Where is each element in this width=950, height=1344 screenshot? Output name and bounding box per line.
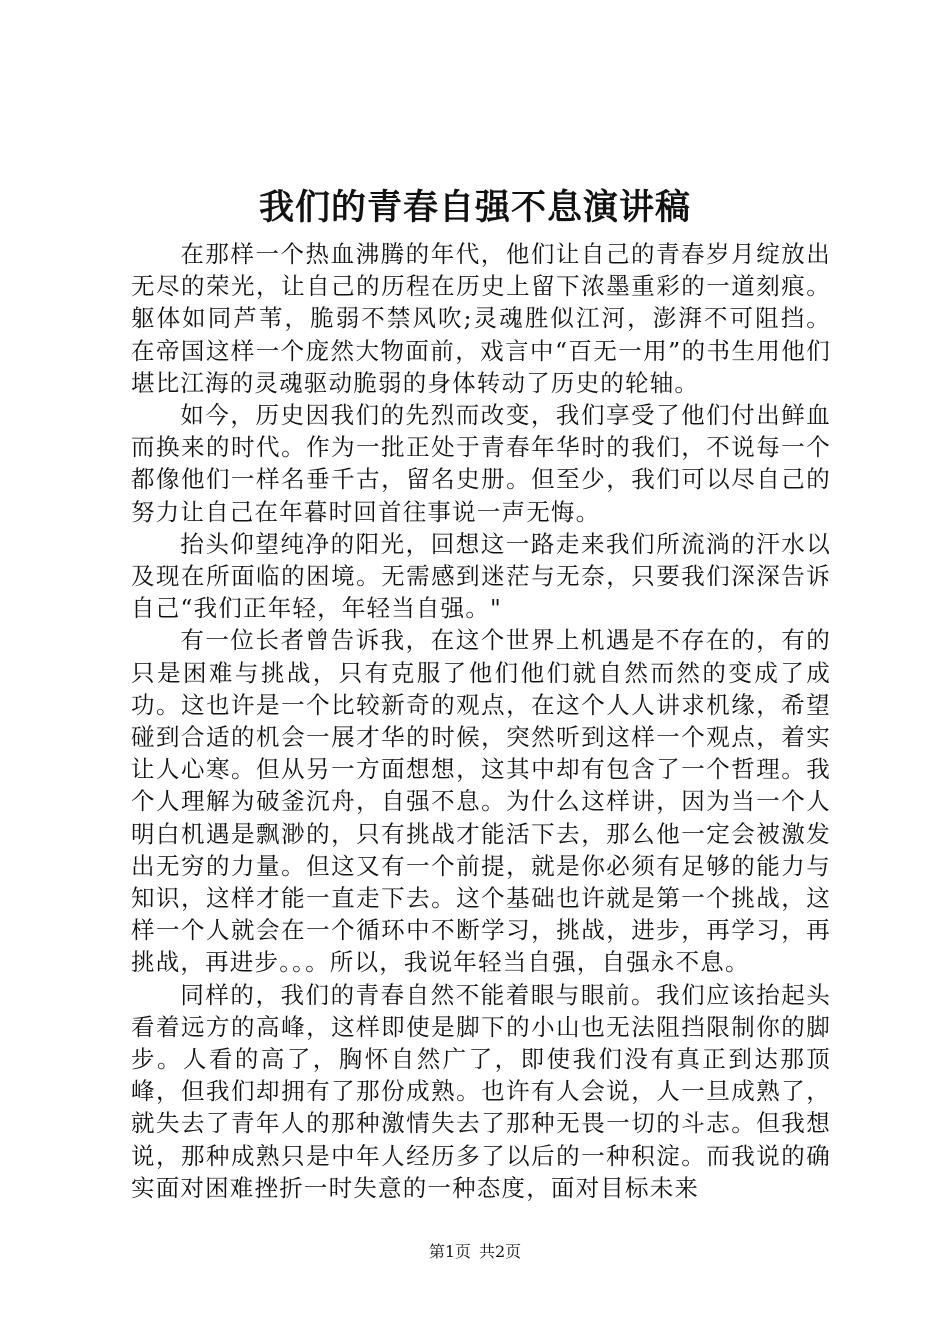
page-footer — [0, 1240, 950, 1264]
document-title: 我们的青春自强不息演讲稿 — [258, 187, 691, 228]
paragraph: 有一位长者曾告诉我，在这个世界上机遇是不存在的，有的只是困难与挑战，只有克服了他们他们就自然而然的变成了成功。这也许是一个比较新奇的观点，在这个人人讲求机缘，希望碰到合适的机会一展才华的时候，突然听到这样一个观点，着实让人心寒。但从另一方面想想，这其中却有包含了一个哲理。我个人理解为破釜沉舟，自强不息。为什么这样讲，因为当一个人明白机遇是飘渺的，只有挑战才能活下去，那么他一定会被激发出无穷的力量。但这又有一个前提，就是你必须有足够的能力与知识，这样才能一直走下去。这个基础也许就是第一个挑战，这样一个人就会在一个循环中不断学习，挑战，进步，再学习，再挑战，再进步。。。所以，我说年轻当自强，自强永不息。 — [131, 626, 831, 977]
page-total: 共2页 — [479, 1242, 522, 1261]
paragraph: 同样的，我们的青春自然不能着眼与眼前。我们应该抬起头看着远方的高峰，这样即使是脚下的小山也无法阻挡限制你的脚步。人看的高了，胸怀自然广了，即使我们没有真正到达那顶峰，但我们却拥有了那份成熟。也许有人会说，人一旦成熟了，就失去了青年人的那种激情失去了那种无畏一切的斗志。但我想说，那种成熟只是中年人经历多了以后的一种积淀。而我说的确实面对困难挫折一时失意的一种态度，面对目标未来 — [131, 980, 831, 1202]
document-body — [131, 238, 831, 1204]
page-number: 第1页 — [428, 1242, 471, 1261]
paragraph: 在那样一个热血沸腾的年代，他们让自己的青春岁月绽放出无尽的荣光，让自己的历程在历史上留下浓墨重彩的一道刻痕。躯体如同芦苇，脆弱不禁风吹;灵魂胜似江河，澎湃不可阻挡。在帝国这样一个庞然大物面前，戏言中“百无一用”的书生用他们堪比江海的灵魂驱动脆弱的身体转动了历史的轮轴。 — [131, 240, 831, 397]
paragraph: 如今，历史因我们的先烈而改变，我们享受了他们付出鲜血而换来的时代。作为一批正处于青春年华时的我们，不说每一个都像他们一样名垂千古，留名史册。但至少，我们可以尽自己的努力让自己在年暮时回首往事说一声无悔。 — [131, 401, 831, 526]
paragraph: 抬头仰望纯净的阳光，回想这一路走来我们所流淌的汗水以及现在所面临的困境。无需感到迷茫与无奈，只要我们深深告诉自己“我们正年轻，年轻当自强。" — [131, 529, 831, 623]
